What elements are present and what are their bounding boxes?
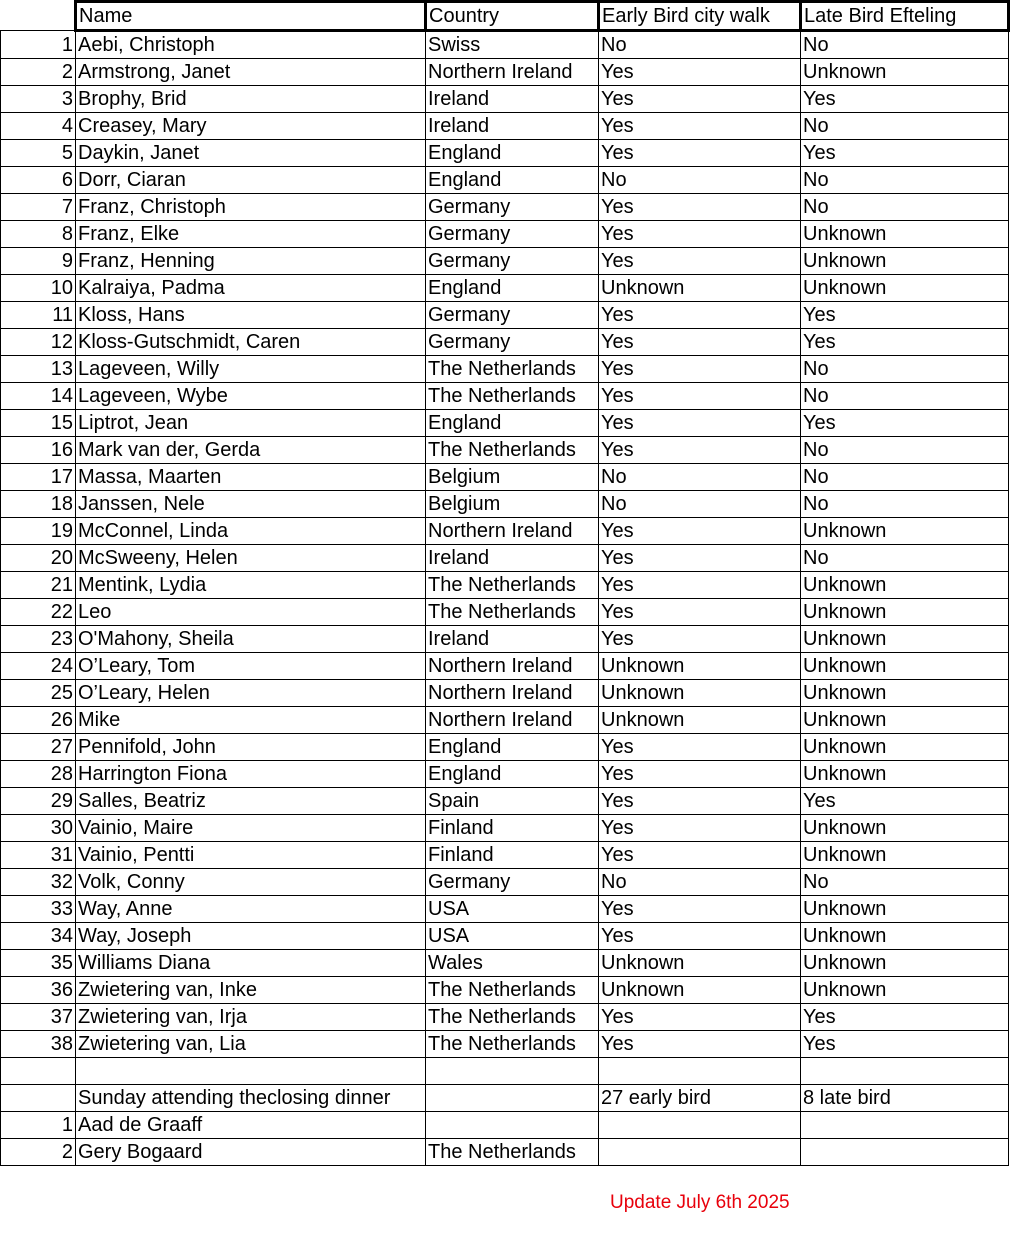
- row-country: Germany: [426, 248, 599, 275]
- row-late-bird: Unknown: [801, 761, 1009, 788]
- table-row: [1, 275, 1009, 302]
- header-early-bird: Early Bird city walk: [599, 2, 801, 31]
- row-country: Finland: [426, 842, 599, 869]
- row-late-bird: No: [801, 869, 1009, 896]
- row-late-bird: Unknown: [801, 653, 1009, 680]
- row-country: England: [426, 410, 599, 437]
- row-number: 1: [1, 1112, 76, 1139]
- row-early-bird: Yes: [599, 572, 801, 599]
- row-name: Aebi, Christoph: [76, 31, 426, 59]
- table-row: [1, 1085, 1009, 1112]
- row-early-bird: [599, 1112, 801, 1139]
- row-country: Northern Ireland: [426, 680, 599, 707]
- row-name: Zwietering van, Lia: [76, 1031, 426, 1058]
- row-number: 1: [1, 31, 76, 59]
- row-name: Dorr, Ciaran: [76, 167, 426, 194]
- row-late-bird: Yes: [801, 788, 1009, 815]
- row-country: Spain: [426, 788, 599, 815]
- row-late-bird: Unknown: [801, 977, 1009, 1004]
- row-early-bird: Yes: [599, 140, 801, 167]
- row-country: England: [426, 275, 599, 302]
- row-name: Franz, Elke: [76, 221, 426, 248]
- row-name: O'Mahony, Sheila: [76, 626, 426, 653]
- row-number: 30: [1, 815, 76, 842]
- row-late-bird: No: [801, 113, 1009, 140]
- row-early-bird: Yes: [599, 248, 801, 275]
- row-country: England: [426, 167, 599, 194]
- row-number: 11: [1, 302, 76, 329]
- row-late-bird: Unknown: [801, 707, 1009, 734]
- row-number: [1, 1058, 76, 1085]
- table-row: [1, 140, 1009, 167]
- table-row: [1, 221, 1009, 248]
- row-name: Gery Bogaard: [76, 1139, 426, 1166]
- row-late-bird: No: [801, 31, 1009, 59]
- row-name: Franz, Christoph: [76, 194, 426, 221]
- row-number: 29: [1, 788, 76, 815]
- row-early-bird: Yes: [599, 302, 801, 329]
- row-late-bird: No: [801, 464, 1009, 491]
- table-row: [1, 113, 1009, 140]
- table-row: [1, 842, 1009, 869]
- row-country: The Netherlands: [426, 1139, 599, 1166]
- table-row: [1, 788, 1009, 815]
- row-country: Ireland: [426, 86, 599, 113]
- table-row: [1, 248, 1009, 275]
- row-name: Salles, Beatriz: [76, 788, 426, 815]
- row-name: Volk, Conny: [76, 869, 426, 896]
- row-early-bird: Yes: [599, 815, 801, 842]
- row-name: Vainio, Pentti: [76, 842, 426, 869]
- row-name: Franz, Henning: [76, 248, 426, 275]
- row-name: Massa, Maarten: [76, 464, 426, 491]
- row-late-bird: No: [801, 491, 1009, 518]
- row-late-bird: No: [801, 437, 1009, 464]
- table-row: [1, 923, 1009, 950]
- row-early-bird: Yes: [599, 86, 801, 113]
- table-row: [1, 626, 1009, 653]
- table-row: [1, 1058, 1009, 1085]
- table-row: [1, 653, 1009, 680]
- table-row: [1, 302, 1009, 329]
- row-late-bird: Yes: [801, 302, 1009, 329]
- header-late-bird: Late Bird Efteling: [801, 2, 1009, 31]
- row-name: Kalraiya, Padma: [76, 275, 426, 302]
- table-row: [1, 815, 1009, 842]
- row-early-bird: Unknown: [599, 653, 801, 680]
- row-number: 28: [1, 761, 76, 788]
- row-early-bird: Yes: [599, 734, 801, 761]
- row-name: Way, Joseph: [76, 923, 426, 950]
- row-name: Liptrot, Jean: [76, 410, 426, 437]
- row-late-bird: No: [801, 383, 1009, 410]
- row-name: Armstrong, Janet: [76, 59, 426, 86]
- row-number: 20: [1, 545, 76, 572]
- header-number-cell: [1, 2, 76, 31]
- row-country: Finland: [426, 815, 599, 842]
- table-row: [1, 761, 1009, 788]
- row-country: Ireland: [426, 545, 599, 572]
- row-early-bird: Unknown: [599, 707, 801, 734]
- row-name: Mentink, Lydia: [76, 572, 426, 599]
- row-early-bird: Yes: [599, 788, 801, 815]
- table-row: [1, 464, 1009, 491]
- table-row: [1, 383, 1009, 410]
- row-country: Germany: [426, 302, 599, 329]
- row-number: 2: [1, 59, 76, 86]
- row-name: Mike: [76, 707, 426, 734]
- table-row: [1, 545, 1009, 572]
- row-name: O’Leary, Tom: [76, 653, 426, 680]
- table-row: [1, 59, 1009, 86]
- row-early-bird: Yes: [599, 59, 801, 86]
- row-number: 23: [1, 626, 76, 653]
- row-number: 19: [1, 518, 76, 545]
- table-row: [1, 491, 1009, 518]
- row-name: Williams Diana: [76, 950, 426, 977]
- row-early-bird: [599, 1139, 801, 1166]
- row-number: 21: [1, 572, 76, 599]
- row-late-bird: No: [801, 167, 1009, 194]
- row-name: Mark van der, Gerda: [76, 437, 426, 464]
- table-row: [1, 896, 1009, 923]
- row-late-bird: Unknown: [801, 599, 1009, 626]
- row-late-bird: Unknown: [801, 950, 1009, 977]
- row-country: The Netherlands: [426, 383, 599, 410]
- table-row: [1, 437, 1009, 464]
- row-late-bird: Unknown: [801, 923, 1009, 950]
- row-early-bird: No: [599, 491, 801, 518]
- row-name: Janssen, Nele: [76, 491, 426, 518]
- table-row: [1, 734, 1009, 761]
- row-early-bird: Yes: [599, 599, 801, 626]
- row-late-bird: No: [801, 545, 1009, 572]
- row-name: Lageveen, Willy: [76, 356, 426, 383]
- row-country: Northern Ireland: [426, 707, 599, 734]
- row-number: 6: [1, 167, 76, 194]
- row-number: 17: [1, 464, 76, 491]
- row-country: The Netherlands: [426, 437, 599, 464]
- row-early-bird: No: [599, 167, 801, 194]
- row-name: Kloss-Gutschmidt, Caren: [76, 329, 426, 356]
- row-name: Aad de Graaff: [76, 1112, 426, 1139]
- row-name: Harrington Fiona: [76, 761, 426, 788]
- row-number: 32: [1, 869, 76, 896]
- header-name: Name: [76, 2, 426, 31]
- row-early-bird: [599, 1058, 801, 1085]
- table-row: [1, 707, 1009, 734]
- row-number: 31: [1, 842, 76, 869]
- row-country: England: [426, 761, 599, 788]
- row-name: Zwietering van, Irja: [76, 1004, 426, 1031]
- row-early-bird: Yes: [599, 410, 801, 437]
- row-country: Ireland: [426, 113, 599, 140]
- table-row: [1, 869, 1009, 896]
- header-country: Country: [426, 2, 599, 31]
- header-row: [1, 2, 1009, 31]
- table-row: [1, 86, 1009, 113]
- row-early-bird: Yes: [599, 1004, 801, 1031]
- row-early-bird: Yes: [599, 896, 801, 923]
- row-number: 2: [1, 1139, 76, 1166]
- row-early-bird: No: [599, 31, 801, 59]
- row-country: Germany: [426, 869, 599, 896]
- row-name: Creasey, Mary: [76, 113, 426, 140]
- row-early-bird: Yes: [599, 221, 801, 248]
- row-number: 33: [1, 896, 76, 923]
- row-number: 5: [1, 140, 76, 167]
- row-country: The Netherlands: [426, 356, 599, 383]
- row-late-bird: Unknown: [801, 842, 1009, 869]
- row-name: O’Leary, Helen: [76, 680, 426, 707]
- row-early-bird: Yes: [599, 518, 801, 545]
- row-country: Belgium: [426, 464, 599, 491]
- row-country: The Netherlands: [426, 572, 599, 599]
- row-country: Ireland: [426, 626, 599, 653]
- row-number: 38: [1, 1031, 76, 1058]
- row-name: [76, 1058, 426, 1085]
- row-number: 15: [1, 410, 76, 437]
- row-early-bird: Unknown: [599, 680, 801, 707]
- row-number: 9: [1, 248, 76, 275]
- row-late-bird: Yes: [801, 140, 1009, 167]
- row-name: Zwietering van, Inke: [76, 977, 426, 1004]
- row-late-bird: Unknown: [801, 248, 1009, 275]
- row-country: [426, 1058, 599, 1085]
- row-late-bird: Unknown: [801, 626, 1009, 653]
- row-early-bird: Yes: [599, 842, 801, 869]
- row-early-bird: Yes: [599, 761, 801, 788]
- row-number: 22: [1, 599, 76, 626]
- row-number: 16: [1, 437, 76, 464]
- row-late-bird: Yes: [801, 86, 1009, 113]
- row-early-bird: Yes: [599, 383, 801, 410]
- table-row: [1, 410, 1009, 437]
- row-country: England: [426, 140, 599, 167]
- row-late-bird: Unknown: [801, 896, 1009, 923]
- row-number: 25: [1, 680, 76, 707]
- row-late-bird: Unknown: [801, 680, 1009, 707]
- row-number: 35: [1, 950, 76, 977]
- table-row: [1, 950, 1009, 977]
- row-country: Swiss: [426, 31, 599, 59]
- row-early-bird: Yes: [599, 329, 801, 356]
- table-row: [1, 572, 1009, 599]
- table-row: [1, 31, 1009, 59]
- row-country: Northern Ireland: [426, 59, 599, 86]
- row-name: McSweeny, Helen: [76, 545, 426, 572]
- row-name: Leo: [76, 599, 426, 626]
- row-early-bird: No: [599, 869, 801, 896]
- row-number: 18: [1, 491, 76, 518]
- row-early-bird: Yes: [599, 437, 801, 464]
- row-number: 27: [1, 734, 76, 761]
- table-row: [1, 1031, 1009, 1058]
- row-country: [426, 1085, 599, 1112]
- table-row: [1, 356, 1009, 383]
- row-country: The Netherlands: [426, 599, 599, 626]
- row-early-bird: Yes: [599, 545, 801, 572]
- row-name: Pennifold, John: [76, 734, 426, 761]
- update-note: Update July 6th 2025: [610, 1192, 790, 1213]
- row-late-bird: [801, 1058, 1009, 1085]
- row-late-bird: No: [801, 194, 1009, 221]
- row-country: Germany: [426, 194, 599, 221]
- row-late-bird: Unknown: [801, 275, 1009, 302]
- row-early-bird: Unknown: [599, 275, 801, 302]
- row-country: Northern Ireland: [426, 653, 599, 680]
- row-name: Lageveen, Wybe: [76, 383, 426, 410]
- row-number: 24: [1, 653, 76, 680]
- row-name: Sunday attending theclosing dinner: [76, 1085, 426, 1112]
- row-name: Vainio, Maire: [76, 815, 426, 842]
- row-number: [1, 1085, 76, 1112]
- row-early-bird: Yes: [599, 356, 801, 383]
- row-early-bird: Unknown: [599, 977, 801, 1004]
- row-early-bird: No: [599, 464, 801, 491]
- row-number: 13: [1, 356, 76, 383]
- table-row: [1, 329, 1009, 356]
- row-late-bird: Unknown: [801, 734, 1009, 761]
- row-name: Kloss, Hans: [76, 302, 426, 329]
- row-early-bird: Yes: [599, 923, 801, 950]
- row-number: 12: [1, 329, 76, 356]
- row-country: USA: [426, 896, 599, 923]
- row-country: The Netherlands: [426, 1031, 599, 1058]
- row-early-bird: Yes: [599, 194, 801, 221]
- row-number: 3: [1, 86, 76, 113]
- table-row: [1, 1112, 1009, 1139]
- row-name: Brophy, Brid: [76, 86, 426, 113]
- row-early-bird: Unknown: [599, 950, 801, 977]
- row-early-bird: Yes: [599, 1031, 801, 1058]
- table-row: [1, 680, 1009, 707]
- table-row: [1, 194, 1009, 221]
- row-number: 14: [1, 383, 76, 410]
- row-country: Northern Ireland: [426, 518, 599, 545]
- row-number: 7: [1, 194, 76, 221]
- row-late-bird: Unknown: [801, 221, 1009, 248]
- row-late-bird: Yes: [801, 410, 1009, 437]
- row-late-bird: Unknown: [801, 518, 1009, 545]
- row-late-bird: [801, 1139, 1009, 1166]
- row-country: [426, 1112, 599, 1139]
- row-late-bird: Yes: [801, 1004, 1009, 1031]
- row-late-bird: Yes: [801, 329, 1009, 356]
- row-early-bird: Yes: [599, 113, 801, 140]
- row-number: 8: [1, 221, 76, 248]
- row-late-bird: Unknown: [801, 815, 1009, 842]
- table-row: [1, 599, 1009, 626]
- row-name: McConnel, Linda: [76, 518, 426, 545]
- row-number: 10: [1, 275, 76, 302]
- row-early-bird: Yes: [599, 626, 801, 653]
- row-country: USA: [426, 923, 599, 950]
- row-country: England: [426, 734, 599, 761]
- table-row: [1, 518, 1009, 545]
- row-country: Belgium: [426, 491, 599, 518]
- row-name: Way, Anne: [76, 896, 426, 923]
- row-number: 34: [1, 923, 76, 950]
- row-country: Germany: [426, 329, 599, 356]
- row-number: 4: [1, 113, 76, 140]
- row-country: The Netherlands: [426, 1004, 599, 1031]
- row-number: 26: [1, 707, 76, 734]
- table-row: [1, 977, 1009, 1004]
- row-late-bird: Unknown: [801, 572, 1009, 599]
- row-late-bird: Yes: [801, 1031, 1009, 1058]
- table-row: [1, 1004, 1009, 1031]
- row-late-bird: No: [801, 356, 1009, 383]
- row-late-bird: Unknown: [801, 59, 1009, 86]
- row-late-bird: 8 late bird: [801, 1085, 1009, 1112]
- row-early-bird: 27 early bird: [599, 1085, 801, 1112]
- row-country: The Netherlands: [426, 977, 599, 1004]
- row-number: 37: [1, 1004, 76, 1031]
- row-number: 36: [1, 977, 76, 1004]
- row-country: Germany: [426, 221, 599, 248]
- row-country: Wales: [426, 950, 599, 977]
- table-row: [1, 167, 1009, 194]
- table-row: [1, 1139, 1009, 1166]
- row-late-bird: [801, 1112, 1009, 1139]
- row-name: Daykin, Janet: [76, 140, 426, 167]
